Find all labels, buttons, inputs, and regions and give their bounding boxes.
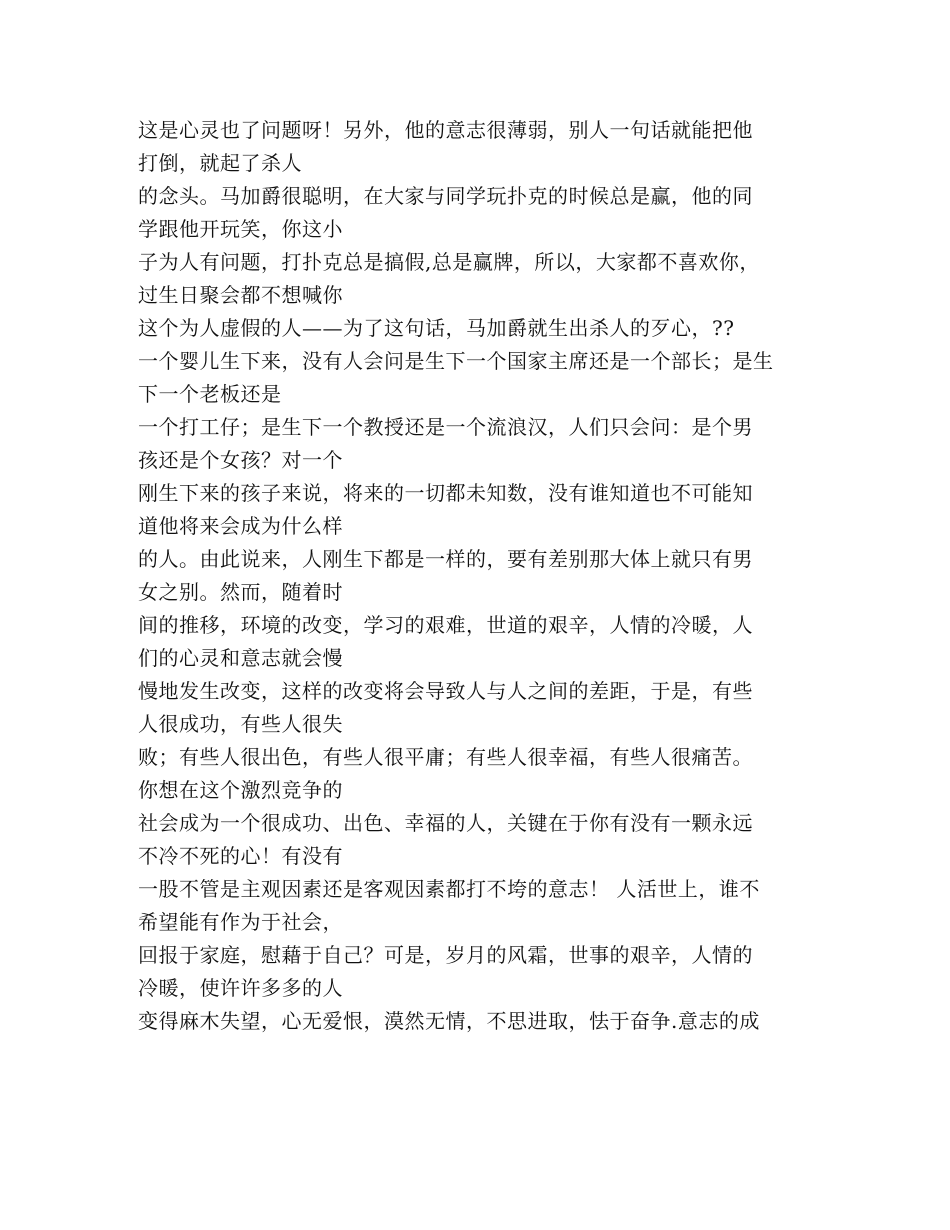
text-line: 打倒，就起了杀人 — [138, 151, 302, 175]
text-line: 慢地发生改变，这样的改变将会导致人与人之间的差距，于是，有些 — [138, 679, 753, 703]
text-line: 变得麻木失望，心无爱恨，漠然无情，不思进取，怯于奋争.意志的成 — [138, 1009, 760, 1033]
text-line: 学跟他开玩笑，你这小 — [138, 217, 343, 241]
text-line: 道他将来会成为什么样 — [138, 514, 343, 538]
text-line: 希望能有作为于社会， — [138, 910, 343, 934]
text-line: 一个打工仔；是生下一个教授还是一个流浪汉，人们只会问：是个男 — [138, 415, 753, 439]
text-line: 这个为人虚假的人——为了这句话，马加爵就生出杀人的歹心，?? — [138, 316, 735, 340]
text-line: 人很成功，有些人很失 — [138, 712, 343, 736]
text-line: 们的心灵和意志就会慢 — [138, 646, 343, 670]
text-line: 这是心灵也了问题呀！另外，他的意志很薄弱，别人一句话就能把他 — [138, 118, 753, 142]
text-line: 社会成为一个很成功、出色、幸福的人，关键在于你有没有一颗永远 — [138, 811, 753, 835]
document-text-body — [138, 114, 818, 1038]
text-line: 孩还是个女孩？对一个 — [138, 448, 343, 472]
text-line: 下一个老板还是 — [138, 382, 282, 406]
text-line: 刚生下来的孩子来说，将来的一切都未知数，没有谁知道也不可能知 — [138, 481, 753, 505]
text-line: 子为人有问题，打扑克总是搞假,总是赢牌，所以，大家都不喜欢你， — [138, 250, 760, 274]
text-line: 不冷不死的心！有没有 — [138, 844, 343, 868]
text-line: 败；有些人很出色，有些人很平庸；有些人很幸福，有些人很痛苦。 — [138, 745, 753, 769]
text-line: 一个婴儿生下来，没有人会问是生下一个国家主席还是一个部长；是生 — [138, 349, 774, 373]
text-line: 的念头。马加爵很聪明，在大家与同学玩扑克的时候总是赢，他的同 — [138, 184, 753, 208]
text-line: 你想在这个激烈竞争的 — [138, 778, 343, 802]
text-line: 冷暖，使许许多多的人 — [138, 976, 343, 1000]
text-line: 间的推移，环境的改变，学习的艰难，世道的艰辛，人情的冷暖，人 — [138, 613, 753, 637]
text-line: 的人。由此说来，人刚生下都是一样的，要有差别那大体上就只有男 — [138, 547, 753, 571]
text-line: 女之别。然而，随着时 — [138, 580, 343, 604]
text-line: 回报于家庭，慰藉于自己？可是，岁月的风霜，世事的艰辛，人情的 — [138, 943, 753, 967]
text-line: 一股不管是主观因素还是客观因素都打不垮的意志！ 人活世上，谁不 — [138, 877, 760, 901]
text-line: 过生日聚会都不想喊你 — [138, 283, 343, 307]
